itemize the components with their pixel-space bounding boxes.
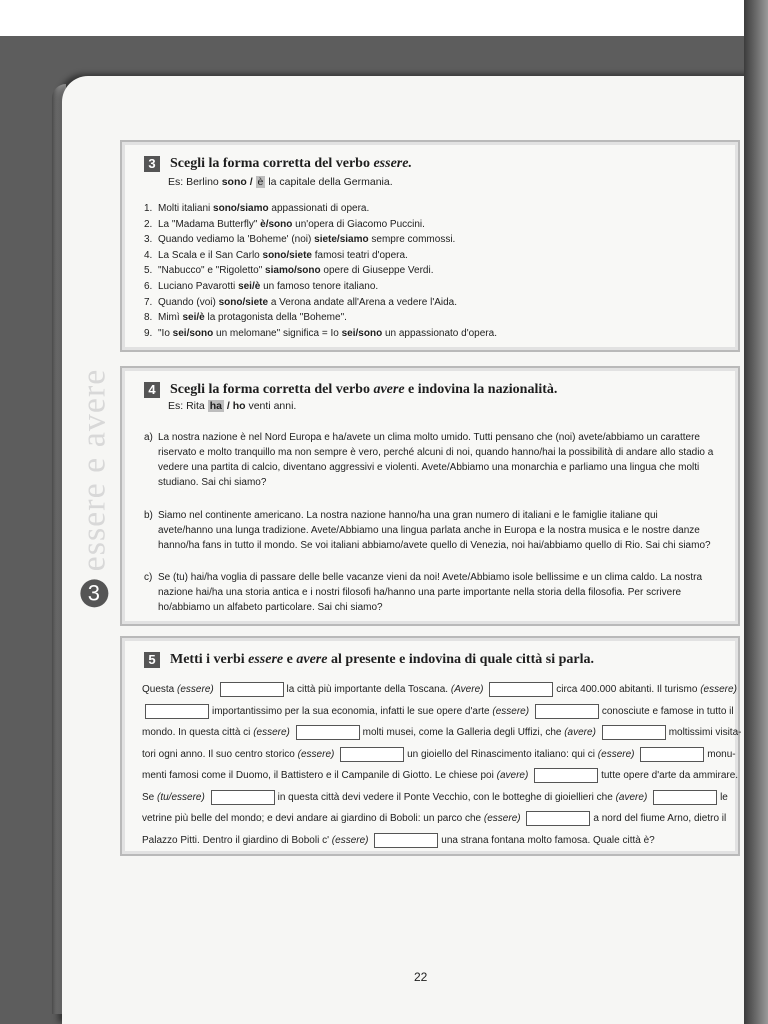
title-text: Scegli la forma corretta del verbo <box>170 156 370 171</box>
passage-text: una strana fontana molto famosa. Quale città è? <box>441 834 655 846</box>
verb-hint: (tu/essere) <box>157 791 205 803</box>
item-choice[interactable]: sono/siete <box>218 296 269 308</box>
item-text: "Io <box>158 327 170 339</box>
item-text: appassionati di opera. <box>271 203 370 214</box>
item-number: 4. <box>144 249 153 261</box>
fill-in-line <box>142 790 728 806</box>
item-number: 6. <box>144 281 153 292</box>
title-verb-2: avere <box>296 652 328 667</box>
example-prefix: Es: Rita <box>168 400 205 412</box>
item-text: a Verona andate all'Arena a vedere l'Aida. <box>270 296 458 308</box>
passage-text: conosciute e famose in tutto il <box>601 705 734 717</box>
title-text: Scegli la forma corretta del verbo <box>170 382 370 397</box>
verb-hint: (essere) <box>483 813 521 825</box>
title-verb: avere <box>373 382 405 397</box>
exercise-item <box>144 296 457 310</box>
item-number: 5. <box>144 265 153 277</box>
example-option: / ho <box>226 400 246 412</box>
item-number: 3. <box>144 234 153 246</box>
paragraph-text: La nostra nazione è nel Nord Europa e ha/avete un clima molto umido. Tutti pensano che (noi) avete/abbiamo un carattere riservato e molto tranquillo ma non sempre è vero, perché alcuni di noi, quando hanno/hai la possibilità di andare allo stadio a vedere una partita di calcio, diventano aggressivi e violenti. Avete/Abbiamo una monarchia e parliamo una lingua che molti studiano. Sai chi siamo? <box>158 432 714 488</box>
chapter-side-tab <box>70 352 118 624</box>
exercise-4-box <box>120 366 740 626</box>
verb-hint: (essere) <box>331 834 369 846</box>
item-choice[interactable]: sei/sono <box>172 327 214 339</box>
item-choice[interactable]: è/sono <box>260 218 293 230</box>
exercise-item <box>144 264 433 278</box>
item-text: La "Madama Butterfly" <box>158 218 258 230</box>
paragraph-text: Se (tu) hai/ha voglia di passare delle belle vacanze vieni da noi! Avete/Abbiamo isole bellissime e un clima caldo. La nostra nazione hai/ha una storia antica e i nostri filosofi ha/hanno una parte importante nella storia della filosofia. Per scrivere ho/abbiamo un alfabeto particolare. Sai chi siamo? <box>158 572 703 613</box>
item-choice[interactable]: siete/siamo <box>314 234 369 246</box>
item-choice[interactable]: sono/siamo <box>213 203 269 214</box>
verb-hint: (avere) <box>615 791 648 803</box>
fill-in-line <box>142 833 720 849</box>
exercise-title <box>170 652 594 668</box>
verb-hint: (essere) <box>597 748 635 760</box>
answer-blank[interactable] <box>535 704 599 719</box>
exercise-item <box>144 311 347 325</box>
example-suffix: venti anni. <box>248 400 297 412</box>
item-text: "Nabucco" e "Rigoletto" <box>158 265 263 277</box>
scan-background-right <box>744 0 768 1024</box>
chapter-title: essere e avere <box>75 368 112 572</box>
passage-text: un gioiello del Rinascimento italiano: qui ci <box>407 748 596 760</box>
exercise-title <box>170 156 412 172</box>
answer-blank[interactable] <box>653 790 717 805</box>
answer-blank[interactable] <box>602 725 666 740</box>
verb-hint: (essere) <box>253 727 290 739</box>
exercise-title <box>170 382 557 398</box>
exercise-item <box>144 202 369 216</box>
exercise-item <box>144 233 455 247</box>
paragraph-label: b) <box>144 510 153 521</box>
scan-background-top <box>0 0 768 36</box>
exercise-item <box>144 218 425 232</box>
passage-text: in questa città devi vedere il Ponte Vecchio, con le botteghe di gioiellieri che <box>277 791 613 803</box>
answer-blank[interactable] <box>220 682 284 697</box>
passage-text: mondo. In questa città ci <box>142 727 251 739</box>
title-mid: e <box>286 652 293 667</box>
item-number: 7. <box>144 296 153 308</box>
exercise-5-box <box>120 636 740 856</box>
item-number: 9. <box>144 327 153 339</box>
passage-text: importantissimo per la sua economia, infatti le sue opere d'arte <box>212 705 490 717</box>
passage-text: la città più importante della Toscana. <box>286 684 449 696</box>
item-text: sempre commossi. <box>371 234 456 246</box>
title-rest: e indovina la nazionalità. <box>408 382 558 397</box>
item-text: La Scala e il San Carlo <box>158 249 260 261</box>
paragraph-label: c) <box>144 572 153 583</box>
verb-hint: (avere) <box>564 727 596 739</box>
item-text: un appassionato d'opera. <box>384 327 497 339</box>
item-number: 1. <box>144 203 153 214</box>
passage-text: menti famosi come il Duomo, il Battistero e il Campanile di Giotto. Le chiese poi <box>142 770 494 782</box>
item-text: Quando (voi) <box>158 296 216 308</box>
example-answer: è <box>257 176 264 188</box>
example-suffix: la capitale della Germania. <box>268 176 393 188</box>
title-text: Metti i verbi <box>170 652 245 667</box>
answer-blank[interactable] <box>489 682 553 697</box>
answer-blank[interactable] <box>211 790 275 805</box>
answer-blank[interactable] <box>340 747 404 762</box>
item-choice[interactable]: sono/siete <box>262 249 312 261</box>
fill-in-line <box>142 747 736 763</box>
passage-text: a nord del fiume Arno, dietro il <box>593 813 727 825</box>
exercise-paragraph <box>144 570 714 615</box>
paragraph-label: a) <box>144 432 153 443</box>
exercise-number: 5 <box>144 652 160 668</box>
passage-text: Palazzo Pitti. Dentro il giardino di Boboli c' <box>142 834 330 846</box>
item-text: Luciano Pavarotti <box>158 281 236 292</box>
verb-hint: (essere) <box>700 684 737 696</box>
item-text: Quando vediamo la 'Boheme' (noi) <box>158 234 312 246</box>
exercise-example <box>168 400 296 412</box>
verb-hint: (essere) <box>177 684 214 696</box>
title-verb-1: essere <box>248 652 284 667</box>
exercise-item <box>144 327 497 341</box>
item-number: 8. <box>144 312 153 324</box>
paragraph-text: Siamo nel continente americano. La nostra nazione hanno/ha una gran numero di italiani e le famiglie italiane qui avete/hanno una lunga tradizione. Avete/Abbiamo una lingua parlata anche in Europa e la nostra musica e le nostre danze hanno/ha fans in tutto il mondo. Se voi italiani abbiamo/avete quello di Venezia, noi hai/abbiamo quello di Rio. Sai chi siamo? <box>158 510 711 551</box>
item-number: 2. <box>144 218 153 230</box>
fill-in-line <box>142 811 727 827</box>
answer-blank[interactable] <box>534 768 598 783</box>
verb-hint: (essere) <box>492 705 530 717</box>
exercise-number: 3 <box>144 156 160 172</box>
verb-hint: (essere) <box>297 748 335 760</box>
answer-blank[interactable] <box>374 833 438 848</box>
item-text: Molti italiani <box>158 203 211 214</box>
exercise-3-box <box>120 140 740 352</box>
example-answer: ha <box>209 400 222 412</box>
fill-in-line <box>142 725 742 741</box>
answer-blank[interactable] <box>145 704 209 719</box>
item-choice[interactable]: siamo/sono <box>265 265 321 277</box>
passage-text: monu- <box>707 748 736 760</box>
item-text: opere di Giuseppe Verdi. <box>323 265 434 277</box>
item-choice[interactable]: sei/sono <box>341 327 383 339</box>
page-number: 22 <box>414 970 428 984</box>
answer-blank[interactable] <box>526 811 590 826</box>
verb-hint: (Avere) <box>450 684 484 696</box>
passage-text: tutte opere d'arte da ammirare. <box>601 770 739 782</box>
exercise-5-header <box>144 652 594 668</box>
item-text: un'opera di Giacomo Puccini. <box>295 218 425 230</box>
example-prefix: Es: Berlino <box>168 176 219 188</box>
passage-text: Se <box>142 791 155 803</box>
exercise-4-header <box>144 382 557 398</box>
passage-text: moltissimi visita- <box>668 727 742 739</box>
exercise-number: 4 <box>144 382 160 398</box>
chapter-number: 3 <box>80 579 108 607</box>
passage-text: Questa <box>142 684 175 696</box>
exercise-item <box>144 249 408 263</box>
item-text: famosi teatri d'opera. <box>314 249 408 261</box>
fill-in-line <box>142 768 739 784</box>
exercise-item <box>144 280 378 294</box>
item-text: un famoso tenore italiano. <box>263 281 379 292</box>
title-rest: al presente e indovina di quale città si parla. <box>330 652 594 667</box>
item-text: la protagonista della "Boheme". <box>207 312 347 324</box>
example-option: sono / <box>221 176 253 188</box>
item-choice[interactable]: sei/è <box>182 312 205 324</box>
fill-in-line <box>142 682 737 698</box>
title-verb: essere. <box>373 156 412 171</box>
answer-blank[interactable] <box>296 725 360 740</box>
verb-hint: (avere) <box>496 770 529 782</box>
exercise-paragraph <box>144 508 714 553</box>
passage-text: circa 400.000 abitanti. Il turismo <box>556 684 698 696</box>
item-text: un melomane" significa = Io <box>216 327 339 339</box>
passage-text: tori ogni anno. Il suo centro storico <box>142 748 295 760</box>
exercise-paragraph <box>144 430 714 490</box>
item-text: Mimì <box>158 312 180 324</box>
fill-in-line <box>142 704 734 720</box>
passage-text: vetrine più belle del mondo; e devi andare ai giardino di Boboli: un parco che <box>142 813 482 825</box>
answer-blank[interactable] <box>640 747 704 762</box>
item-choice[interactable]: sei/è <box>238 281 261 292</box>
passage-text: le <box>720 791 728 803</box>
exercise-3-header <box>144 156 412 172</box>
exercise-example <box>168 176 393 188</box>
passage-text: molti musei, come la Galleria degli Uffizi, che <box>362 727 562 739</box>
